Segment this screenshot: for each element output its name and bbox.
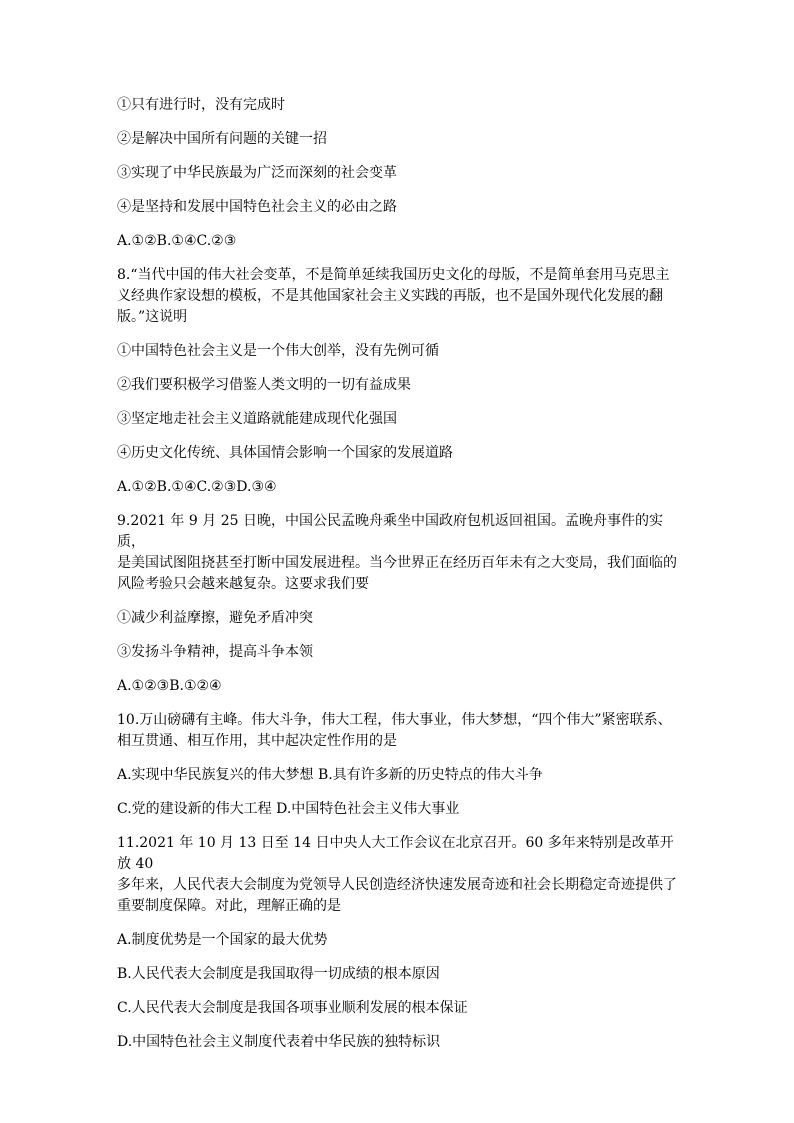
document-page: [117, 95, 687, 1066]
q7-option-2: ②是解决中国所有问题的关键一招: [117, 131, 327, 147]
q8-option-3: ③坚定地走社会主义道路就能建成现代化强国: [117, 411, 397, 427]
q8-option-4: ④历史文化传统、具体国情会影响一个国家的发展道路: [117, 445, 453, 461]
q7-answer-choices: A.①②B.①④C.②③: [117, 233, 237, 249]
q9-stem-line-3: 风险考验只会越来越复杂。这要求我们要: [117, 576, 369, 592]
question-9: [117, 511, 687, 697]
q7-option-1: ①只有进行时，没有完成时: [117, 97, 285, 113]
q11-stem-line-3: 重要制度保障。对此，理解正确的是: [117, 898, 341, 914]
q9-option-3: ③发扬斗争精神，提高斗争本领: [117, 644, 313, 660]
question-10: [117, 710, 687, 820]
q10-stem-line-1: 10.万山磅礴有主峰。伟大斗争，伟大工程，伟大事业，伟大梦想，“四个伟大”紧密联系、: [117, 712, 672, 728]
q10-stem-line-2: 相互贯通、相互作用，其中起决定性作用的是: [117, 733, 397, 749]
q11-option-d: D.中国特色社会主义制度代表着中华民族的独特标识: [117, 1034, 441, 1050]
q9-stem-line-1: 9.2021 年 9 月 25 日晚，中国公民孟晚舟乘坐中国政府包机返回祖国。孟晚舟事件的实质，: [117, 513, 663, 550]
q9-stem: [117, 511, 687, 595]
question-11: [117, 833, 687, 1053]
q8-answer-choices: A.①②B.①④C.②③D.③④: [117, 479, 277, 495]
q9-option-1: ①减少利益摩擦，避免矛盾冲突: [117, 610, 313, 626]
q11-stem: [117, 833, 687, 917]
q7-option-4: ④是坚持和发展中国特色社会主义的必由之路: [117, 199, 397, 215]
q11-stem-line-1: 11.2021 年 10 月 13 日至 14 日中央人大工作会议在北京召开。60 多年来特别是改革开放 40: [117, 835, 674, 872]
q8-option-1: ①中国特色社会主义是一个伟大创举，没有先例可循: [117, 343, 439, 359]
q10-answer-line-2: C.党的建设新的伟大工程 D.中国特色社会主义伟大事业: [117, 801, 460, 817]
q10-stem: [117, 710, 687, 752]
q9-stem-line-2: 是美国试图阻挠甚至打断中国发展进程。当今世界正在经历百年未有之大变局，我们面临的: [117, 555, 677, 571]
q11-stem-line-2: 多年来，人民代表大会制度为党领导人民创造经济快速发展奇迹和社会长期稳定奇迹提供了: [117, 877, 677, 893]
q10-answer-line-1: A.实现中华民族复兴的伟大梦想 B.具有许多新的历史特点的伟大斗争: [117, 767, 543, 783]
q7-option-3: ③实现了中华民族最为广泛而深刻的社会变革: [117, 165, 397, 181]
q8-stem-line-1: 8.“当代中国的伟大社会变革，不是简单延续我国历史文化的母版，不是简单套用马克思主: [117, 267, 670, 283]
q8-stem: [117, 265, 687, 328]
question-7: [117, 95, 687, 252]
q11-option-a: A.制度优势是一个国家的最大优势: [117, 932, 328, 948]
q8-option-2: ②我们要积极学习借鉴人类文明的一切有益成果: [117, 377, 411, 393]
q11-option-b: B.人民代表大会制度是我国取得一切成绩的根本原因: [117, 966, 440, 982]
q11-option-c: C.人民代表大会制度是我国各项事业顺利发展的根本保证: [117, 1000, 468, 1016]
q9-answer-choices: A.①②③B.①②④: [117, 678, 222, 694]
q8-stem-line-2: 义经典作家设想的模板，不是其他国家社会主义实践的再版，也不是国外现代化发展的翻: [117, 288, 663, 304]
q8-stem-line-3: 版。”这说明: [117, 309, 188, 325]
question-8: [117, 265, 687, 498]
